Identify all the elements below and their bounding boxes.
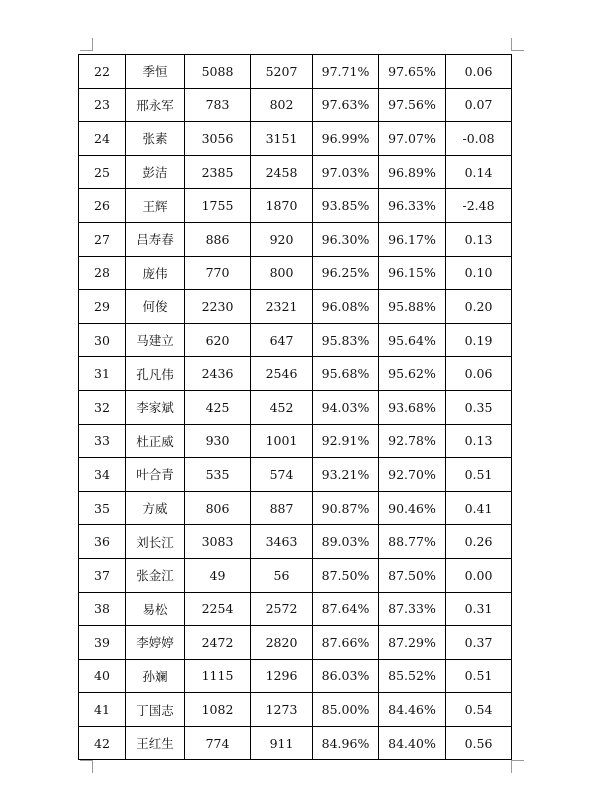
value-a-cell: 3056 bbox=[185, 122, 251, 156]
rate-2-cell: 96.17% bbox=[379, 222, 446, 256]
rank-cell: 22 bbox=[79, 55, 126, 89]
rank-cell: 37 bbox=[79, 558, 126, 592]
difference-cell: 0.10 bbox=[446, 256, 512, 290]
difference-cell: 0.07 bbox=[446, 88, 512, 122]
rate-2-cell: 84.40% bbox=[379, 726, 446, 760]
difference-cell: 0.14 bbox=[446, 155, 512, 189]
rate-1-cell: 84.96% bbox=[313, 726, 379, 760]
value-b-cell: 56 bbox=[251, 558, 313, 592]
value-a-cell: 620 bbox=[185, 323, 251, 357]
rate-2-cell: 88.77% bbox=[379, 525, 446, 559]
rate-1-cell: 85.00% bbox=[313, 693, 379, 727]
value-b-cell: 2458 bbox=[251, 155, 313, 189]
rank-cell: 27 bbox=[79, 222, 126, 256]
rank-cell: 35 bbox=[79, 491, 126, 525]
value-b-cell: 1870 bbox=[251, 189, 313, 223]
name-cell: 何俊 bbox=[126, 290, 185, 324]
rate-1-cell: 87.64% bbox=[313, 592, 379, 626]
difference-cell: 0.20 bbox=[446, 290, 512, 324]
rate-1-cell: 96.99% bbox=[313, 122, 379, 156]
rate-1-cell: 93.21% bbox=[313, 458, 379, 492]
value-b-cell: 920 bbox=[251, 222, 313, 256]
name-cell: 张素 bbox=[126, 122, 185, 156]
rate-2-cell: 92.78% bbox=[379, 424, 446, 458]
table-row bbox=[79, 55, 512, 89]
table-row bbox=[79, 122, 512, 156]
value-a-cell: 2436 bbox=[185, 357, 251, 391]
value-a-cell: 770 bbox=[185, 256, 251, 290]
table-row bbox=[79, 256, 512, 290]
rate-1-cell: 97.63% bbox=[313, 88, 379, 122]
table-row bbox=[79, 626, 512, 660]
name-cell: 孙斓 bbox=[126, 659, 185, 693]
rank-cell: 41 bbox=[79, 693, 126, 727]
rate-1-cell: 90.87% bbox=[313, 491, 379, 525]
value-b-cell: 3151 bbox=[251, 122, 313, 156]
table-row bbox=[79, 491, 512, 525]
crop-mark-bottom-left bbox=[80, 760, 93, 773]
table-body bbox=[79, 55, 512, 760]
rank-cell: 30 bbox=[79, 323, 126, 357]
difference-cell: 0.06 bbox=[446, 55, 512, 89]
rate-2-cell: 87.50% bbox=[379, 558, 446, 592]
rank-cell: 31 bbox=[79, 357, 126, 391]
name-cell: 刘长江 bbox=[126, 525, 185, 559]
name-cell: 吕寿春 bbox=[126, 222, 185, 256]
rate-1-cell: 86.03% bbox=[313, 659, 379, 693]
difference-cell: 0.51 bbox=[446, 659, 512, 693]
name-cell: 庞伟 bbox=[126, 256, 185, 290]
name-cell: 李婷婷 bbox=[126, 626, 185, 660]
rate-2-cell: 96.89% bbox=[379, 155, 446, 189]
table-row bbox=[79, 357, 512, 391]
table-row bbox=[79, 189, 512, 223]
rate-1-cell: 94.03% bbox=[313, 390, 379, 424]
name-cell: 马建立 bbox=[126, 323, 185, 357]
value-b-cell: 647 bbox=[251, 323, 313, 357]
table-row bbox=[79, 558, 512, 592]
difference-cell: 0.54 bbox=[446, 693, 512, 727]
rate-1-cell: 97.71% bbox=[313, 55, 379, 89]
difference-cell: 0.35 bbox=[446, 390, 512, 424]
table-row bbox=[79, 592, 512, 626]
rank-cell: 29 bbox=[79, 290, 126, 324]
name-cell: 叶合青 bbox=[126, 458, 185, 492]
table-row bbox=[79, 659, 512, 693]
rate-1-cell: 87.66% bbox=[313, 626, 379, 660]
value-b-cell: 911 bbox=[251, 726, 313, 760]
name-cell: 孔凡伟 bbox=[126, 357, 185, 391]
rate-1-cell: 95.68% bbox=[313, 357, 379, 391]
table-row bbox=[79, 424, 512, 458]
name-cell: 张金江 bbox=[126, 558, 185, 592]
value-a-cell: 1115 bbox=[185, 659, 251, 693]
value-b-cell: 2546 bbox=[251, 357, 313, 391]
table-row bbox=[79, 525, 512, 559]
value-a-cell: 535 bbox=[185, 458, 251, 492]
rate-2-cell: 96.33% bbox=[379, 189, 446, 223]
rank-cell: 28 bbox=[79, 256, 126, 290]
rank-cell: 36 bbox=[79, 525, 126, 559]
name-cell: 王红生 bbox=[126, 726, 185, 760]
table-row bbox=[79, 290, 512, 324]
rate-2-cell: 92.70% bbox=[379, 458, 446, 492]
difference-cell: 0.31 bbox=[446, 592, 512, 626]
rate-2-cell: 95.88% bbox=[379, 290, 446, 324]
difference-cell: 0.06 bbox=[446, 357, 512, 391]
value-b-cell: 2321 bbox=[251, 290, 313, 324]
value-b-cell: 1273 bbox=[251, 693, 313, 727]
rate-1-cell: 89.03% bbox=[313, 525, 379, 559]
rate-1-cell: 87.50% bbox=[313, 558, 379, 592]
value-a-cell: 2385 bbox=[185, 155, 251, 189]
rate-1-cell: 97.03% bbox=[313, 155, 379, 189]
value-b-cell: 452 bbox=[251, 390, 313, 424]
value-b-cell: 1296 bbox=[251, 659, 313, 693]
rate-2-cell: 97.07% bbox=[379, 122, 446, 156]
value-a-cell: 886 bbox=[185, 222, 251, 256]
value-a-cell: 930 bbox=[185, 424, 251, 458]
rank-cell: 42 bbox=[79, 726, 126, 760]
name-cell: 方威 bbox=[126, 491, 185, 525]
difference-cell: -0.08 bbox=[446, 122, 512, 156]
value-a-cell: 806 bbox=[185, 491, 251, 525]
rank-cell: 26 bbox=[79, 189, 126, 223]
value-a-cell: 5088 bbox=[185, 55, 251, 89]
table-row bbox=[79, 88, 512, 122]
table-row bbox=[79, 222, 512, 256]
value-b-cell: 887 bbox=[251, 491, 313, 525]
table-row bbox=[79, 693, 512, 727]
value-b-cell: 574 bbox=[251, 458, 313, 492]
value-a-cell: 425 bbox=[185, 390, 251, 424]
value-a-cell: 3083 bbox=[185, 525, 251, 559]
difference-cell: 0.56 bbox=[446, 726, 512, 760]
rate-1-cell: 95.83% bbox=[313, 323, 379, 357]
value-b-cell: 1001 bbox=[251, 424, 313, 458]
crop-mark-bottom-right bbox=[511, 760, 524, 773]
rate-2-cell: 97.65% bbox=[379, 55, 446, 89]
table-row bbox=[79, 726, 512, 760]
rank-cell: 33 bbox=[79, 424, 126, 458]
rank-cell: 34 bbox=[79, 458, 126, 492]
value-a-cell: 2472 bbox=[185, 626, 251, 660]
rank-cell: 38 bbox=[79, 592, 126, 626]
rate-2-cell: 84.46% bbox=[379, 693, 446, 727]
difference-cell: 0.37 bbox=[446, 626, 512, 660]
difference-cell: 0.26 bbox=[446, 525, 512, 559]
rate-1-cell: 93.85% bbox=[313, 189, 379, 223]
value-b-cell: 5207 bbox=[251, 55, 313, 89]
difference-cell: 0.51 bbox=[446, 458, 512, 492]
rate-2-cell: 95.62% bbox=[379, 357, 446, 391]
name-cell: 杜正威 bbox=[126, 424, 185, 458]
difference-cell: 0.00 bbox=[446, 558, 512, 592]
difference-cell: 0.13 bbox=[446, 222, 512, 256]
rate-2-cell: 90.46% bbox=[379, 491, 446, 525]
rate-2-cell: 85.52% bbox=[379, 659, 446, 693]
rate-2-cell: 97.56% bbox=[379, 88, 446, 122]
name-cell: 王辉 bbox=[126, 189, 185, 223]
value-a-cell: 774 bbox=[185, 726, 251, 760]
table-row bbox=[79, 323, 512, 357]
rank-cell: 24 bbox=[79, 122, 126, 156]
name-cell: 彭洁 bbox=[126, 155, 185, 189]
value-a-cell: 1082 bbox=[185, 693, 251, 727]
rank-cell: 32 bbox=[79, 390, 126, 424]
table-row bbox=[79, 458, 512, 492]
rate-2-cell: 93.68% bbox=[379, 390, 446, 424]
rank-cell: 25 bbox=[79, 155, 126, 189]
difference-cell: 0.13 bbox=[446, 424, 512, 458]
rank-cell: 23 bbox=[79, 88, 126, 122]
ranking-table bbox=[78, 54, 512, 760]
value-b-cell: 800 bbox=[251, 256, 313, 290]
difference-cell: 0.19 bbox=[446, 323, 512, 357]
value-b-cell: 2572 bbox=[251, 592, 313, 626]
rate-1-cell: 96.25% bbox=[313, 256, 379, 290]
rate-2-cell: 96.15% bbox=[379, 256, 446, 290]
name-cell: 季恒 bbox=[126, 55, 185, 89]
table-row bbox=[79, 155, 512, 189]
value-a-cell: 49 bbox=[185, 558, 251, 592]
rank-cell: 40 bbox=[79, 659, 126, 693]
value-b-cell: 802 bbox=[251, 88, 313, 122]
rank-cell: 39 bbox=[79, 626, 126, 660]
value-a-cell: 2254 bbox=[185, 592, 251, 626]
value-a-cell: 2230 bbox=[185, 290, 251, 324]
value-a-cell: 783 bbox=[185, 88, 251, 122]
name-cell: 丁国志 bbox=[126, 693, 185, 727]
name-cell: 李家斌 bbox=[126, 390, 185, 424]
crop-mark-top-left bbox=[80, 38, 93, 51]
rate-2-cell: 87.33% bbox=[379, 592, 446, 626]
rate-1-cell: 96.08% bbox=[313, 290, 379, 324]
rate-2-cell: 87.29% bbox=[379, 626, 446, 660]
difference-cell: 0.41 bbox=[446, 491, 512, 525]
value-b-cell: 3463 bbox=[251, 525, 313, 559]
difference-cell: -2.48 bbox=[446, 189, 512, 223]
table-row bbox=[79, 390, 512, 424]
name-cell: 邢永军 bbox=[126, 88, 185, 122]
name-cell: 易松 bbox=[126, 592, 185, 626]
rate-2-cell: 95.64% bbox=[379, 323, 446, 357]
crop-mark-top-right bbox=[511, 38, 524, 51]
rate-1-cell: 92.91% bbox=[313, 424, 379, 458]
rate-1-cell: 96.30% bbox=[313, 222, 379, 256]
value-a-cell: 1755 bbox=[185, 189, 251, 223]
value-b-cell: 2820 bbox=[251, 626, 313, 660]
